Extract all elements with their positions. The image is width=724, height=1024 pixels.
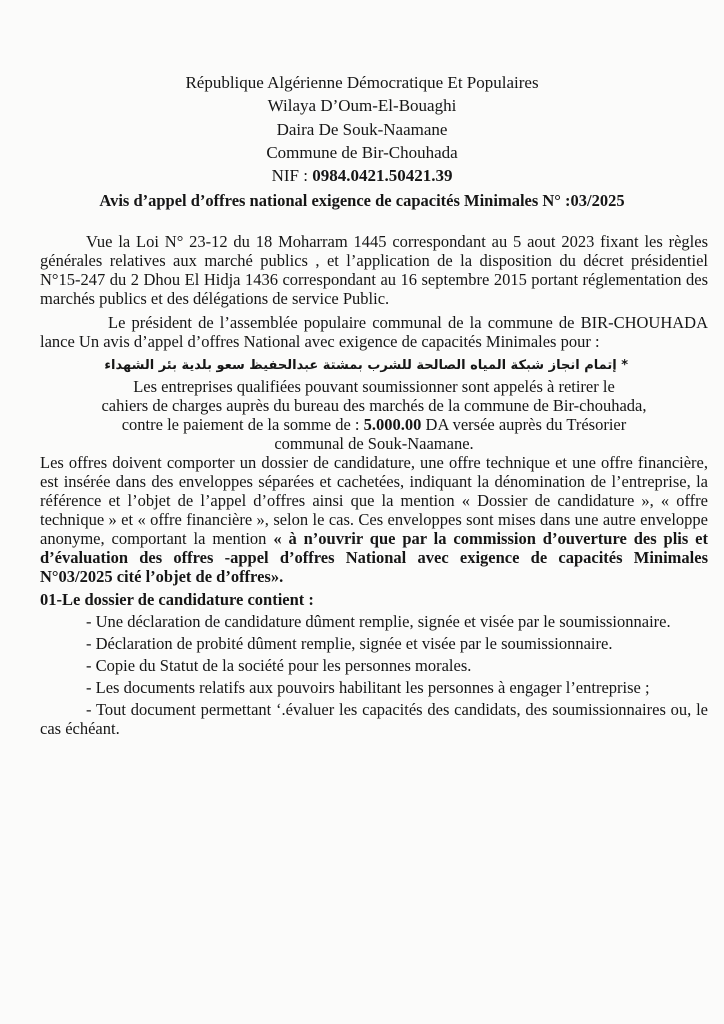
list-item: - Les documents relatifs aux pouvoirs habilitant les personnes à engager l’entreprise ; [86, 678, 650, 697]
offers-paragraph [40, 453, 708, 586]
nif-value: 0984.0421.50421.39 [312, 166, 453, 185]
list-item: - Tout document permettant ‘.évaluer les capacités des candidats, des soumissionnaires ou, le cas échéant. [40, 700, 708, 738]
header-commune: Commune de Bir-Chouhada [266, 143, 458, 162]
law-paragraph: Vue la Loi N° 23-12 du 18 Moharram 1445 correspondant au 5 aout 2023 fixant les règles générales relatives aux marché publics , et l’application de la disposition du décret présidentiel N°15-247 du 2 Dhou El Hidja 1436 correspondant au 16 septembre 2015 portant réglementation des marchés publics et des délégations de service Public. [40, 232, 708, 308]
companies-amount: 5.000.00 [363, 415, 422, 434]
companies-text-b: DA versée auprès du Trésorier [421, 415, 627, 434]
header-wilaya: Wilaya D’Oum-El-Bouaghi [267, 96, 457, 115]
list-item: - Une déclaration de candidature dûment remplie, signée et visée par le soumissionnaire. [86, 612, 671, 631]
nif-label: NIF : [271, 166, 313, 185]
companies-line-4: communal de Souk-Naamane. [274, 434, 474, 453]
notice-body [40, 232, 708, 738]
companies-text-a: contre le paiement de la somme de : [121, 415, 364, 434]
companies-line-3 [40, 415, 708, 434]
header-daira: Daira De Souk-Naamane [276, 120, 448, 139]
offers-bold: « à n’ouvrir que par la commission d’ouverture des plis et d’évaluation des offres -appel d’offres National avec exigence de capacités Minimales N°03/2025 cité l’objet de d’offres». [40, 529, 709, 586]
list-item: - Copie du Statut de la société pour les personnes morales. [86, 656, 472, 675]
list-item: - Déclaration de probité dûment remplie, signée et visée par le soumissionnaire. [86, 634, 613, 653]
object-arabic: * إتمام انجاز شبكة المياه الصالحة للشرب بمشتة عبدالحفيظ سعو بلدية بئر الشهداء [104, 358, 628, 373]
notice-title: Avis d’appel d’offres national exigence de capacités Minimales N° :03/2025 [99, 191, 625, 210]
president-paragraph: Le président de l’assemblée populaire communal de la commune de BIR-CHOUHADA lance Un avis d’appel d’offres National avec exigence de capacités Minimales pour : [40, 313, 708, 351]
offers-plain: Les offres doivent comporter un dossier de candidature, une offre technique et une offre financière, est insérée dans des enveloppes séparées et cachetées, indiquant la dénomination de l’entreprise, la référence et l’objet de l’appel d’offres ainsi que la mention « Dossier de candidature », « offre technique » et « offre financière », selon le cas. Ces enveloppes sont mises dans une autre enveloppe anonyme, comportant la mention [40, 453, 708, 548]
header-nif [0, 166, 724, 186]
companies-line-1: Les entreprises qualifiées pouvant soumissionner sont appelés à retirer le [133, 377, 615, 396]
section-title: 01-Le dossier de candidature contient : [40, 590, 314, 609]
companies-line-2: cahiers de charges auprès du bureau des marchés de la commune de Bir-chouhada, [101, 396, 647, 415]
header-republic: République Algérienne Démocratique Et Populaires [185, 73, 539, 92]
